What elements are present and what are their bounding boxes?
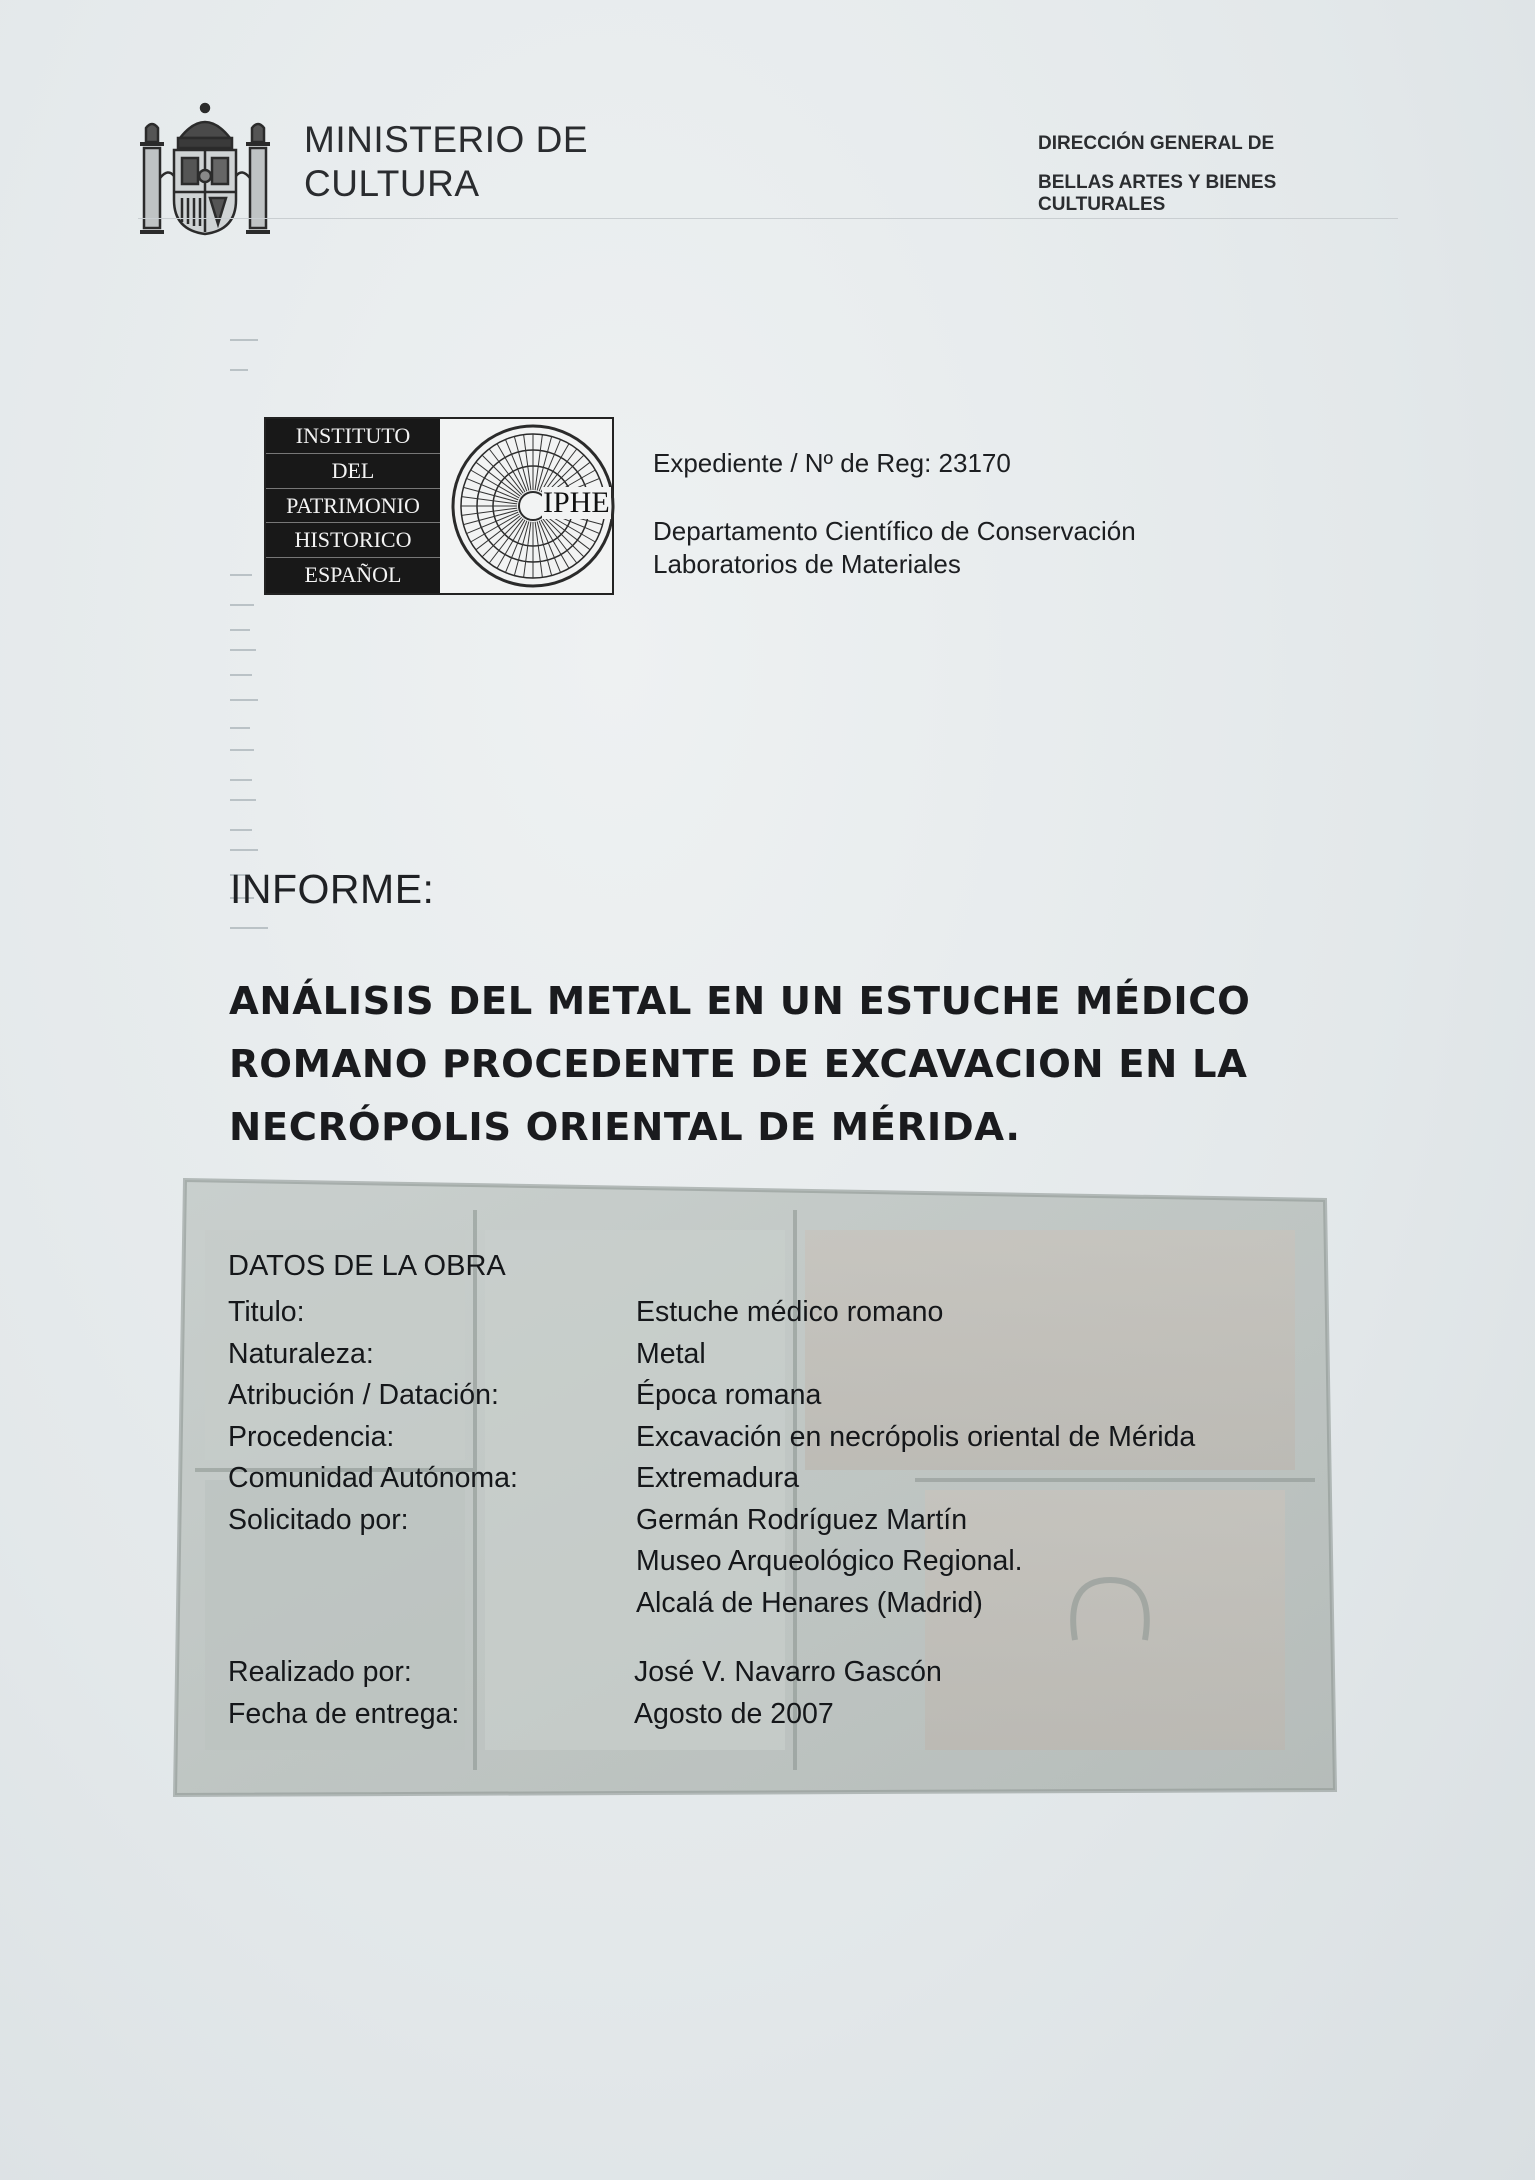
datos-labels-2: [228, 1652, 459, 1735]
departamento-line-2: Laboratorios de Materiales: [653, 549, 961, 579]
datos-label: Fecha de entrega:: [228, 1697, 460, 1730]
expediente-number: Expediente / Nº de Reg: 23170: [653, 448, 1011, 478]
iphe-logo-black-panel: [266, 419, 440, 593]
margin-marks: [228, 330, 268, 950]
datos-label: Titulo:: [228, 1296, 305, 1328]
header-divider: [138, 218, 1398, 219]
departamento-line-1: Departamento Científico de Conservación: [653, 516, 1136, 546]
ministry-line-2: CULTURA: [304, 163, 480, 204]
datos-value: Estuche médico romano: [636, 1296, 944, 1328]
direccion-line-3: CULTURALES: [1038, 194, 1166, 215]
direccion-line-1: DIRECCIÓN GENERAL DE: [1038, 133, 1275, 154]
iphe-logo-line: INSTITUTO: [266, 419, 440, 454]
departamento: [653, 515, 1136, 581]
datos-values-2: [634, 1652, 942, 1735]
datos-values: [636, 1292, 1195, 1624]
informe-label: INFORME:: [230, 866, 435, 912]
datos-label: Realizado por:: [228, 1656, 412, 1688]
iphe-logo-line: HISTORICO: [266, 523, 440, 558]
ministry-line-1: MINISTERIO DE: [304, 119, 589, 160]
datos-label: Solicitado por:: [228, 1503, 409, 1536]
ministry-name: [304, 118, 588, 206]
iphe-abbreviation: IPHE: [543, 486, 610, 519]
iphe-logo-line: ESPAÑOL: [304, 562, 402, 588]
datos-value: Agosto de 2007: [634, 1697, 834, 1730]
datos-value: Germán Rodríguez Martín: [636, 1503, 968, 1536]
iphe-logo: [264, 417, 614, 595]
datos-value: José V. Navarro Gascón: [634, 1656, 942, 1688]
report-title-line-2: ROMANO PROCEDENTE DE EXCAVACION EN LA: [229, 1042, 1248, 1087]
datos-label: Naturaleza:: [228, 1337, 374, 1370]
direccion-general: [1038, 133, 1276, 216]
datos-label: Procedencia:: [228, 1420, 395, 1453]
iphe-logo-line: DEL: [266, 454, 440, 489]
iphe-logo-line: PATRIMONIO: [266, 489, 440, 524]
datos-value: Metal: [636, 1337, 706, 1370]
report-title: [229, 970, 1369, 1159]
direccion-line-2: BELLAS ARTES Y BIENES: [1038, 172, 1277, 193]
report-title-line-3: NECRÓPOLIS ORIENTAL DE MÉRIDA.: [229, 1105, 1021, 1150]
report-title-line-1: ANÁLISIS DEL METAL EN UN ESTUCHE MÉDICO: [229, 979, 1251, 1024]
datos-heading: DATOS DE LA OBRA: [228, 1250, 506, 1282]
datos-labels: [228, 1292, 518, 1541]
datos-label: Comunidad Autónoma:: [228, 1462, 518, 1494]
datos-value: Museo Arqueológico Regional.: [636, 1545, 1023, 1577]
datos-value: Extremadura: [636, 1462, 800, 1494]
datos-label: Atribución / Datación:: [228, 1379, 499, 1411]
datos-value: Excavación en necrópolis oriental de Mérida: [636, 1420, 1196, 1453]
datos-value: Alcalá de Henares (Madrid): [636, 1586, 983, 1619]
datos-value: Época romana: [636, 1379, 822, 1411]
